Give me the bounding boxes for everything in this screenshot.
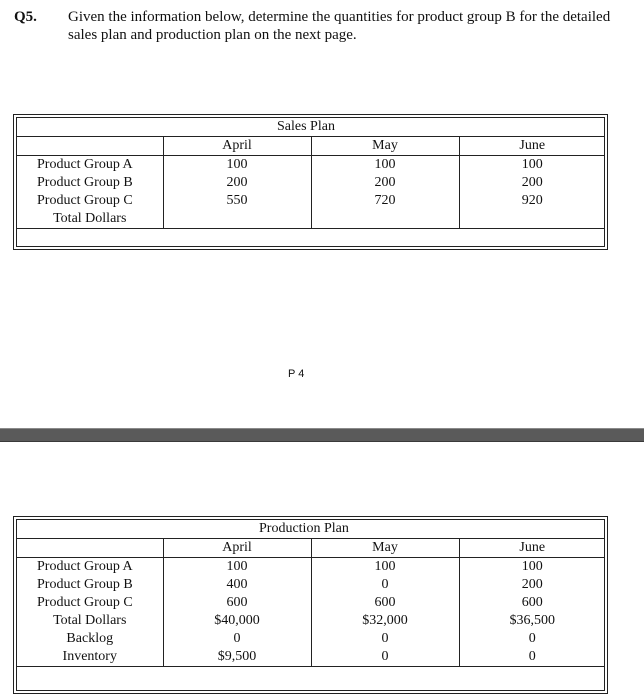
row-label: Product Group C (37, 595, 133, 610)
table-row (17, 576, 605, 594)
cell: 720 (311, 192, 459, 210)
cell: 100 (163, 156, 311, 175)
production-plan-table (13, 516, 608, 694)
table-row (17, 156, 605, 175)
table-row (17, 174, 605, 192)
cell: 0 (163, 630, 311, 648)
cell: 0 (459, 648, 605, 667)
cell: 100 (163, 558, 311, 577)
sales-plan-table (13, 114, 608, 250)
row-label: Product Group A (37, 559, 133, 574)
table-row (17, 612, 605, 630)
cell (163, 210, 311, 229)
sales-plan-title: Sales Plan (277, 119, 335, 134)
row-label: Total Dollars (53, 613, 127, 628)
cell: $40,000 (163, 612, 311, 630)
cell: $32,000 (311, 612, 459, 630)
cell: 0 (311, 630, 459, 648)
row-label: Backlog (66, 631, 114, 646)
cell: 0 (311, 576, 459, 594)
table-row (17, 630, 605, 648)
cell: $36,500 (459, 612, 605, 630)
cell: 200 (311, 174, 459, 192)
row-label: Total Dollars (17, 210, 163, 229)
page-number: P 4 (288, 368, 305, 380)
table-row (17, 594, 605, 612)
page-divider (0, 428, 644, 442)
cell: 600 (163, 594, 311, 612)
page-bottom (0, 442, 644, 700)
cell: 100 (311, 156, 459, 175)
row-label: Inventory (17, 648, 163, 667)
cell: 920 (459, 192, 605, 210)
cell: 200 (459, 576, 605, 594)
table-row (17, 648, 605, 667)
question-text: Given the information below, determine the quantities for product group B for the detailed sales plan and production plan on the next page. (68, 9, 611, 43)
production-month-april: April (163, 539, 311, 558)
cell: 550 (163, 192, 311, 210)
production-month-may: May (311, 539, 459, 558)
table-row (17, 558, 605, 577)
cell: 200 (163, 174, 311, 192)
cell: 200 (459, 174, 605, 192)
row-label: Product Group C (37, 193, 133, 208)
cell: 400 (163, 576, 311, 594)
cell: 600 (459, 594, 605, 612)
cell: $9,500 (163, 648, 311, 667)
table-row (17, 210, 605, 229)
question-number: Q5. (14, 9, 37, 25)
sales-month-may: May (311, 137, 459, 156)
cell (311, 210, 459, 229)
row-label: Product Group A (37, 157, 133, 172)
cell (459, 210, 605, 229)
cell: 100 (459, 558, 605, 577)
row-label: Product Group B (37, 577, 133, 592)
cell: 0 (311, 648, 459, 667)
table-row (17, 192, 605, 210)
cell: 100 (311, 558, 459, 577)
sales-month-june: June (459, 137, 605, 156)
cell: 0 (459, 630, 605, 648)
cell: 100 (459, 156, 605, 175)
row-label: Product Group B (37, 175, 133, 190)
cell: 600 (311, 594, 459, 612)
production-month-june: June (459, 539, 605, 558)
production-plan-title: Production Plan (259, 521, 349, 536)
sales-month-april: April (163, 137, 311, 156)
